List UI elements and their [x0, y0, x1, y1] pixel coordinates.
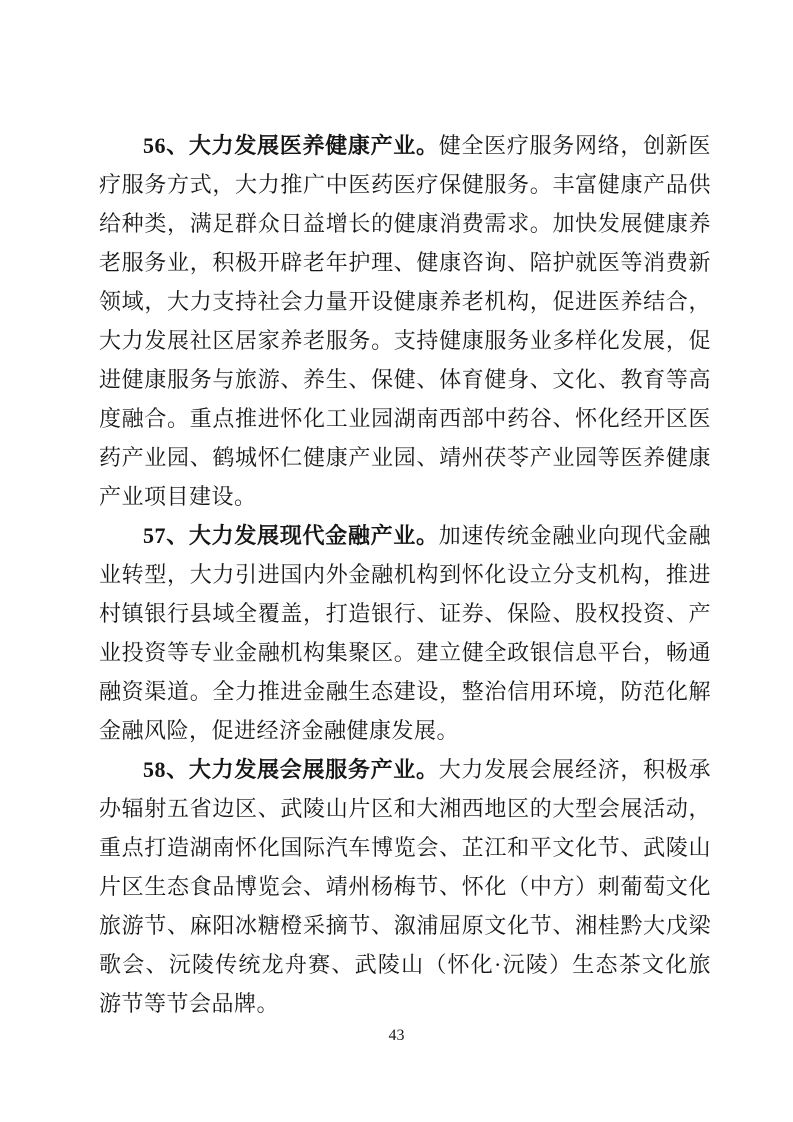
paragraph-57-heading: 57、大力发展现代金融产业。 [143, 523, 439, 548]
paragraph-56-body: 健全医疗服务网络，创新医疗服务方式，大力推广中医药医疗保健服务。丰富健康产品供给种类，满足群众日益增长的健康消费需求。加快发展健康养老服务业，积极开辟老年护理、健康咨询、陪护就医等消费新领域，大力支持社会力量开设健康养老机构，促进医养结合，大力发展社区居家养老服务。支持健康服务业多样化发展，促进健康服务与旅游、养生、保健、体育健身、文化、教育等高度融合。重点推进怀化工业园湖南西部中药谷、怀化经开区医药产业园、鹤城怀仁健康产业园、靖州茯苓产业园等医养健康产业项目建设。 [99, 133, 711, 509]
document-body [99, 126, 711, 1023]
paragraph-58-body: 大力发展会展经济，积极承办辐射五省边区、武陵山片区和大湘西地区的大型会展活动，重点打造湖南怀化国际汽车博览会、芷江和平文化节、武陵山片区生态食品博览会、靖州杨梅节、怀化（中方）刺葡萄文化旅游节、麻阳冰糖橙采摘节、溆浦屈原文化节、湘桂黔大戊梁歌会、沅陵传统龙舟赛、武陵山（怀化·沅陵）生态茶文化旅游节等节会品牌。 [99, 757, 711, 1016]
paragraph-57-body: 加速传统金融业向现代金融业转型，大力引进国内外金融机构到怀化设立分支机构，推进村镇银行县域全覆盖，打造银行、证券、保险、股权投资、产业投资等专业金融机构集聚区。建立健全政银信息平台，畅通融资渠道。全力推进金融生态建设，整治信用环境，防范化解金融风险，促进经济金融健康发展。 [99, 523, 711, 743]
paragraph-57 [99, 516, 711, 750]
page-number: 43 [388, 1027, 405, 1044]
paragraph-56 [99, 126, 711, 516]
paragraph-58-heading: 58、大力发展会展服务产业。 [143, 757, 439, 782]
paragraph-56-heading: 56、大力发展医养健康产业。 [143, 133, 439, 158]
paragraph-58 [99, 750, 711, 1023]
